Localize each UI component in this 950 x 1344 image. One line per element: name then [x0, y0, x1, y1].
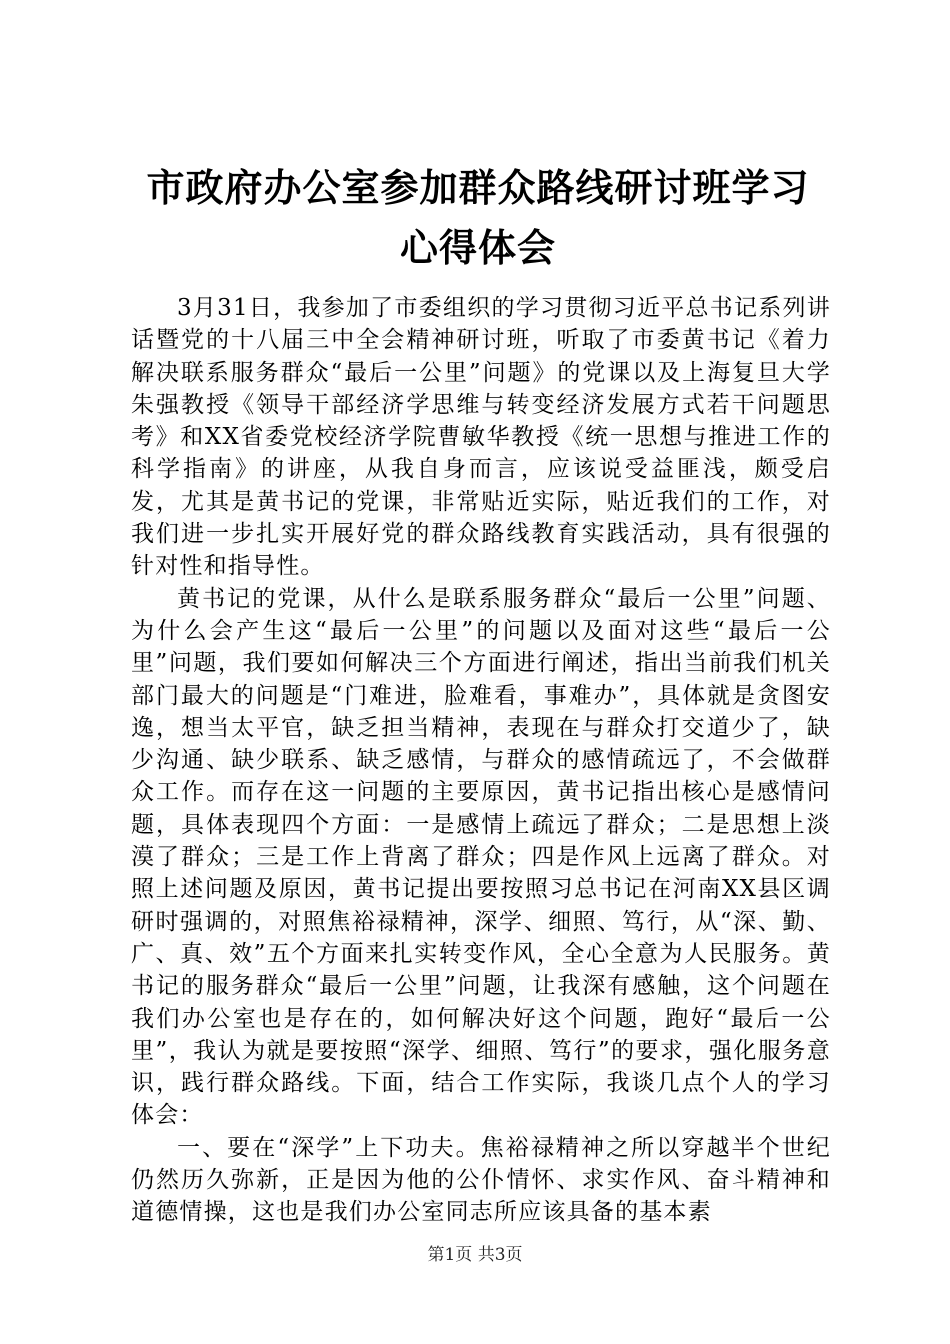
paragraph: 一、要在“深学”上下功夫。焦裕禄精神之所以穿越半个世纪仍然历久弥新，正是因为他的公仆情怀、求实作风、奋斗精神和道德情操，这也是我们办公室同志所应该具备的基本素: [131, 1134, 831, 1226]
paragraph: 黄书记的党课，从什么是联系服务群众“最后一公里”问题、为什么会产生这“最后一公里”的问题以及面对这些“最后一公里”问题，我们要如何解决三个方面进行阐述，指出当前我们机关部门最大的问题是“门难进，脸难看，事难办”，具体就是贪图安逸，想当太平官，缺乏担当精神，表现在与群众打交道少了，缺少沟通、缺少联系、缺乏感情，与群众的感情疏远了，不会做群众工作。而存在这一问题的主要原因，黄书记指出核心是感情问题，具体表现四个方面：一是感情上疏远了群众；二是思想上淡漠了群众；三是工作上背离了群众；四是作风上远离了群众。对照上述问题及原因，黄书记提出要按照习总书记在河南XX县区调研时强调的，对照焦裕禄精神，深学、细照、笃行，从“深、勤、广、真、效”五个方面来扎实转变作风，全心全意为人民服务。黄书记的服务群众“最后一公里”问题，让我深有感触，这个问题在我们办公室也是存在的，如何解决好这个问题，跑好“最后一公里”，我认为就是要按照“深学、细照、笃行”的要求，强化服务意识，践行群众路线。下面，结合工作实际，我谈几点个人的学习体会：: [131, 585, 831, 1129]
page-number-footer: 第1页 共3页: [427, 1245, 523, 1265]
document-title: 市政府办公室参加群众路线研讨班学习心得体会: [146, 165, 810, 270]
paragraph: 3月31日，我参加了市委组织的学习贯彻习近平总书记系列讲话暨党的十八届三中全会精神研讨班，听取了市委黄书记《着力解决联系服务群众“最后一公里”问题》的党课以及上海复旦大学朱强教授《领导干部经济学思维与转变经济发展方式若干问题思考》和XX省委党校经济学院曹敏华教授《统一思想与推进工作的科学指南》的讲座，从我自身而言，应该说受益匪浅，颇受启发，尤其是黄书记的党课，非常贴近实际，贴近我们的工作，对我们进一步扎实开展好党的群众路线教育实践活动，具有很强的针对性和指导性。: [131, 295, 831, 580]
document-body: [131, 292, 831, 1229]
